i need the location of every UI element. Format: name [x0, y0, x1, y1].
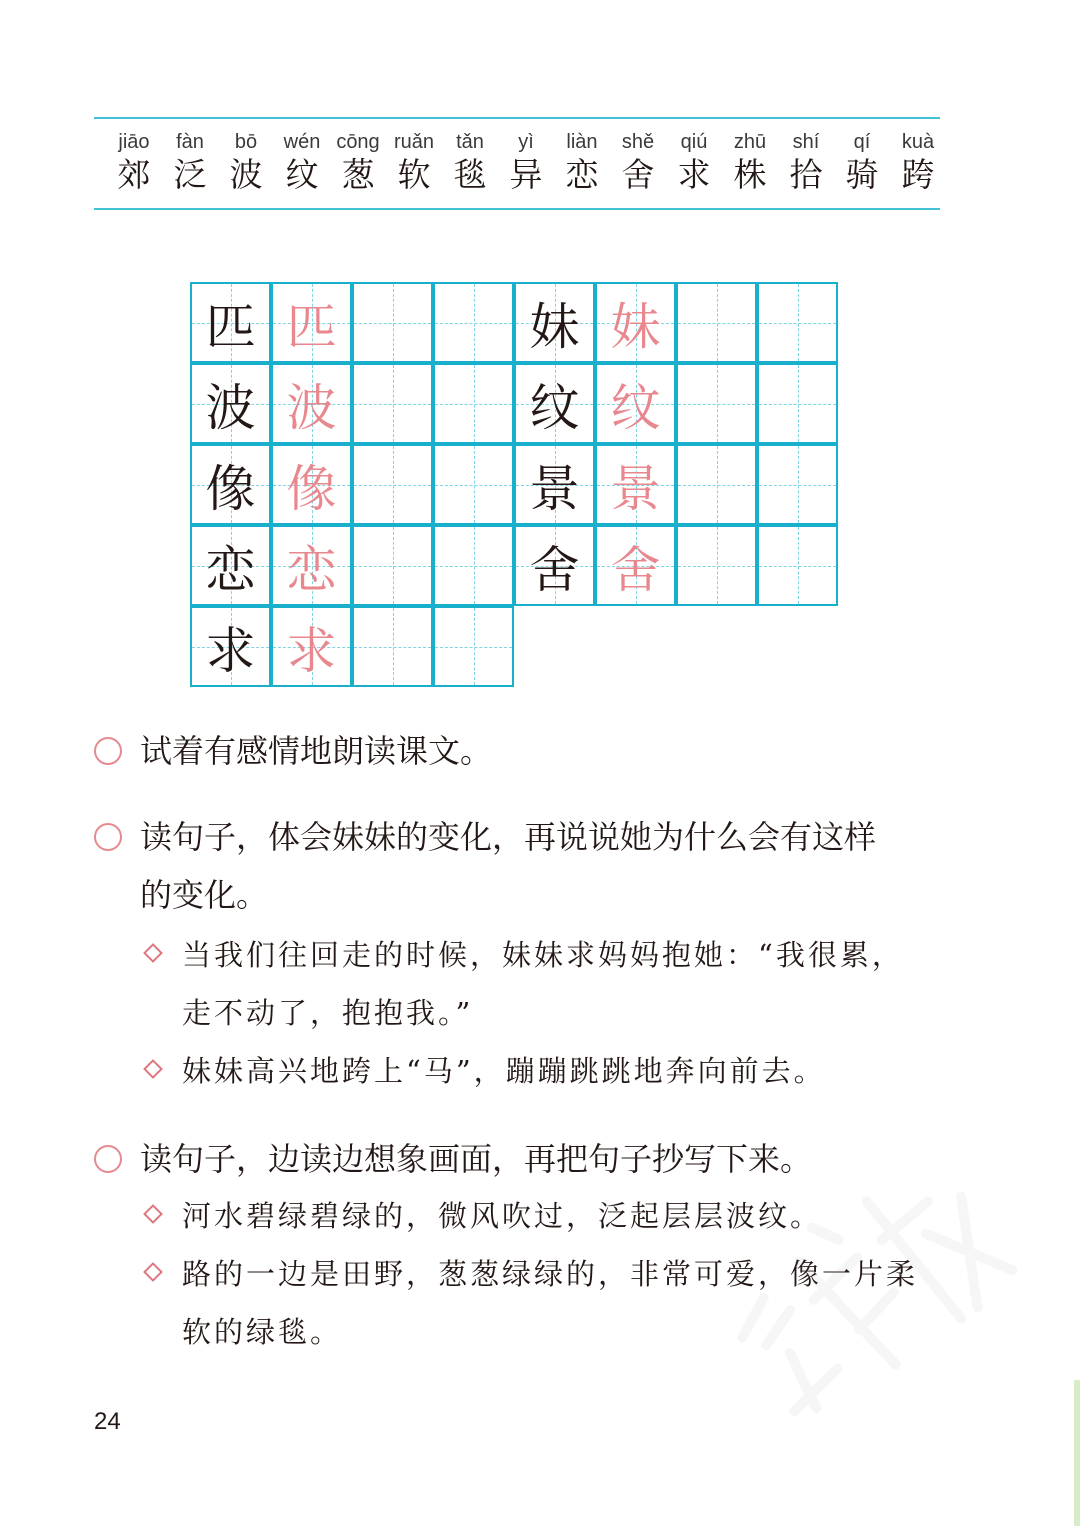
exercise-2-text-line-2: 的变化。: [140, 876, 269, 914]
exercise-1-text: 试着有感情地朗读课文。: [140, 732, 493, 770]
hanzi-character: 葱: [341, 155, 375, 194]
writing-cell: [595, 363, 676, 444]
trace-character: 求: [286, 621, 337, 680]
pinyin-label: kuà: [901, 131, 935, 153]
vocabulary-item: [274, 129, 330, 199]
pinyin-label: bō: [234, 131, 258, 153]
writing-cell: [433, 525, 514, 606]
pinyin-label: fàn: [176, 131, 204, 153]
vocabulary-item: [610, 129, 666, 199]
writing-cell: [676, 363, 757, 444]
vocabulary-item: [442, 129, 498, 199]
vocabulary-item: [106, 129, 162, 199]
hanzi-character: 毯: [453, 155, 487, 194]
trace-character: 匹: [286, 297, 337, 356]
writing-cell: [352, 525, 433, 606]
writing-cell: [433, 444, 514, 525]
hanzi-character: 拾: [789, 155, 823, 194]
vocabulary-item: [890, 129, 946, 199]
exercise-circle-icon: [94, 1145, 122, 1173]
pinyin-label: shí: [792, 131, 820, 153]
pinyin-label: liàn: [566, 131, 598, 153]
diamond-bullet-icon: [143, 1059, 163, 1079]
pinyin-label: shě: [621, 131, 655, 153]
sentence-line: 走不动了，抱抱我。”: [182, 996, 474, 1030]
pinyin-label: ruǎn: [393, 131, 435, 153]
writing-cell: [190, 363, 271, 444]
writing-cell: [514, 363, 595, 444]
trace-character: 波: [286, 378, 337, 437]
model-character: 像: [205, 459, 256, 518]
writing-cell: [676, 525, 757, 606]
writing-cell: [190, 525, 271, 606]
model-character: 波: [205, 378, 256, 437]
writing-cell: [514, 525, 595, 606]
writing-cell: [595, 444, 676, 525]
pinyin-label: jiāo: [118, 131, 150, 153]
hanzi-character: 软: [397, 155, 431, 194]
trace-character: 像: [286, 459, 337, 518]
vocabulary-item: [834, 129, 890, 199]
sentence-line: 河水碧绿碧绿的，微风吹过，泛起层层波纹。: [182, 1199, 823, 1233]
hanzi-character: 求: [677, 155, 711, 194]
hanzi-character: 波: [229, 155, 263, 194]
pinyin-label: zhū: [733, 131, 767, 153]
vocabulary-item: [218, 129, 274, 199]
writing-cell: [514, 282, 595, 363]
vocabulary-item: [162, 129, 218, 199]
hanzi-character: 跨: [901, 155, 935, 194]
hanzi-character: 舍: [621, 155, 655, 194]
model-character: 匹: [205, 297, 256, 356]
trace-character: 纹: [610, 378, 661, 437]
vocabulary-band: [94, 117, 940, 210]
pinyin-label: qiú: [680, 131, 708, 153]
exercise-3-text: 读句子，边读边想象画面，再把句子抄写下来。: [140, 1140, 813, 1178]
sentence-line: 当我们往回走的时候，妹妹求妈妈抱她：“我很累，: [182, 938, 904, 972]
model-character: 舍: [529, 540, 580, 599]
vocabulary-item: [722, 129, 778, 199]
writing-cell: [595, 282, 676, 363]
writing-cell: [352, 363, 433, 444]
hanzi-character: 恋: [565, 155, 599, 194]
writing-cell: [757, 444, 838, 525]
hanzi-character: 骑: [845, 155, 879, 194]
writing-cell: [190, 444, 271, 525]
trace-character: 妹: [610, 297, 661, 356]
diamond-bullet-icon: [143, 943, 163, 963]
sentence-line: 软的绿毯。: [182, 1315, 343, 1349]
trace-character: 恋: [286, 540, 337, 599]
trace-character: 景: [610, 459, 661, 518]
writing-cell: [271, 525, 352, 606]
model-character: 求: [205, 621, 256, 680]
hanzi-character: 纹: [285, 155, 319, 194]
exercise-circle-icon: [94, 737, 122, 765]
writing-cell: [433, 606, 514, 687]
writing-cell: [271, 363, 352, 444]
vocabulary-item: [778, 129, 834, 199]
hanzi-character: 异: [509, 155, 543, 194]
diamond-bullet-icon: [143, 1204, 163, 1224]
model-character: 妹: [529, 297, 580, 356]
writing-cell: [433, 282, 514, 363]
pinyin-label: qí: [853, 131, 871, 153]
writing-cell: [514, 444, 595, 525]
model-character: 景: [529, 459, 580, 518]
writing-grid: [190, 282, 842, 691]
pinyin-label: yì: [518, 131, 534, 153]
diamond-bullet-icon: [143, 1262, 163, 1282]
pinyin-label: tǎn: [456, 131, 484, 153]
writing-cell: [433, 363, 514, 444]
trace-character: 舍: [610, 540, 661, 599]
exercise-2-text-line-1: 读句子，体会妹妹的变化，再说说她为什么会有这样: [140, 818, 877, 856]
writing-cell: [757, 363, 838, 444]
exercise-circle-icon: [94, 823, 122, 851]
writing-cell: [757, 282, 838, 363]
writing-cell: [352, 282, 433, 363]
model-character: 恋: [205, 540, 256, 599]
writing-cell: [271, 606, 352, 687]
vocabulary-item: [666, 129, 722, 199]
vocabulary-item: [554, 129, 610, 199]
writing-cell: [190, 606, 271, 687]
hanzi-character: 郊: [117, 155, 151, 194]
hanzi-character: 泛: [173, 155, 207, 194]
writing-cell: [676, 444, 757, 525]
vocabulary-item: [386, 129, 442, 199]
writing-cell: [676, 282, 757, 363]
hanzi-character: 株: [733, 155, 767, 194]
vocabulary-item: [498, 129, 554, 199]
vocabulary-row: [106, 129, 946, 199]
pinyin-label: wén: [283, 131, 321, 153]
pinyin-label: cōng: [336, 131, 380, 153]
writing-cell: [595, 525, 676, 606]
model-character: 纹: [529, 378, 580, 437]
writing-cell: [352, 606, 433, 687]
page-edge: [1074, 1380, 1080, 1526]
vocabulary-item: [330, 129, 386, 199]
writing-cell: [271, 444, 352, 525]
writing-cell: [271, 282, 352, 363]
writing-cell: [352, 444, 433, 525]
sentence-line: 妹妹高兴地跨上“马”，蹦蹦跳跳地奔向前去。: [182, 1054, 826, 1088]
page-number: 24: [94, 1408, 121, 1435]
sentence-line: 路的一边是田野，葱葱绿绿的，非常可爱，像一片柔: [182, 1257, 919, 1291]
writing-cell: [190, 282, 271, 363]
writing-cell: [757, 525, 838, 606]
